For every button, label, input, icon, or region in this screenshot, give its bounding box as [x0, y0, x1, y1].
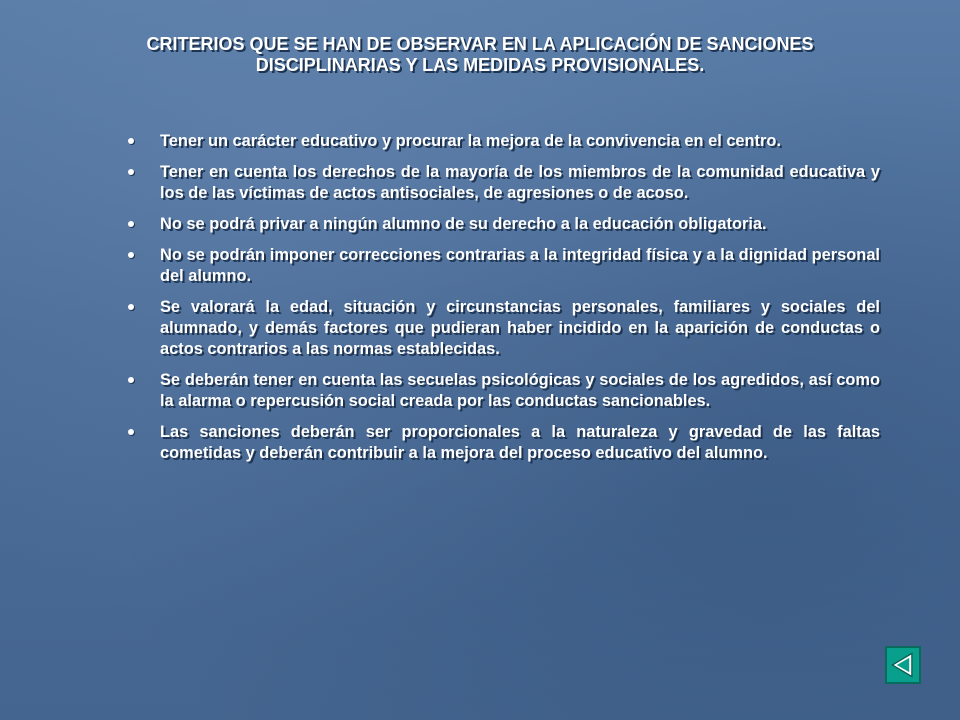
- criteria-item: [128, 214, 880, 235]
- slide-title: [80, 34, 880, 76]
- title-line-2: DISCIPLINARIAS Y LAS MEDIDAS PROVISIONALES.: [255, 55, 705, 75]
- title-line-1: CRITERIOS QUE SE HAN DE OBSERVAR EN LA APLICACIÓN DE SANCIONES: [146, 34, 814, 54]
- back-nav-button[interactable]: [885, 646, 921, 684]
- bullet-icon: [128, 169, 134, 175]
- bullet-icon: [128, 252, 134, 258]
- criteria-text: Las sanciones deberán ser proporcionales a la naturaleza y gravedad de las faltas cometidas y deberán contribuir a la mejora del proceso educativo del alumno.: [160, 423, 880, 462]
- criteria-text: Se deberán tener en cuenta las secuelas psicológicas y sociales de los agredidos, así como la alarma o repercusión social creada por las conductas sancionables.: [160, 371, 880, 410]
- criteria-item: [128, 162, 880, 204]
- bullet-icon: [128, 429, 134, 435]
- criteria-item: [128, 297, 880, 360]
- bullet-icon: [128, 138, 134, 144]
- criteria-text: No se podrá privar a ningún alumno de su derecho a la educación obligatoria.: [160, 215, 767, 233]
- back-arrow-icon: [887, 648, 919, 682]
- criteria-item: [128, 370, 880, 412]
- criteria-text: Tener en cuenta los derechos de la mayoría de los miembros de la comunidad educativa y los de las víctimas de actos antisociales, de agresiones o de acoso.: [160, 163, 880, 202]
- bullet-icon: [128, 221, 134, 227]
- bullet-icon: [128, 377, 134, 383]
- criteria-item: [128, 422, 880, 464]
- bullet-icon: [128, 304, 134, 310]
- criteria-text: Se valorará la edad, situación y circunstancias personales, familiares y sociales del alumnado, y demás factores que pudieran haber incidido en la aparición de conductas o actos contrarios a las normas establecidas.: [160, 298, 880, 358]
- criteria-item: [128, 131, 880, 152]
- criteria-text: No se podrán imponer correcciones contrarias a la integridad física y a la dignidad personal del alumno.: [160, 246, 880, 285]
- criteria-item: [128, 245, 880, 287]
- criteria-list: [128, 131, 880, 464]
- criteria-text: Tener un carácter educativo y procurar la mejora de la convivencia en el centro.: [160, 132, 781, 150]
